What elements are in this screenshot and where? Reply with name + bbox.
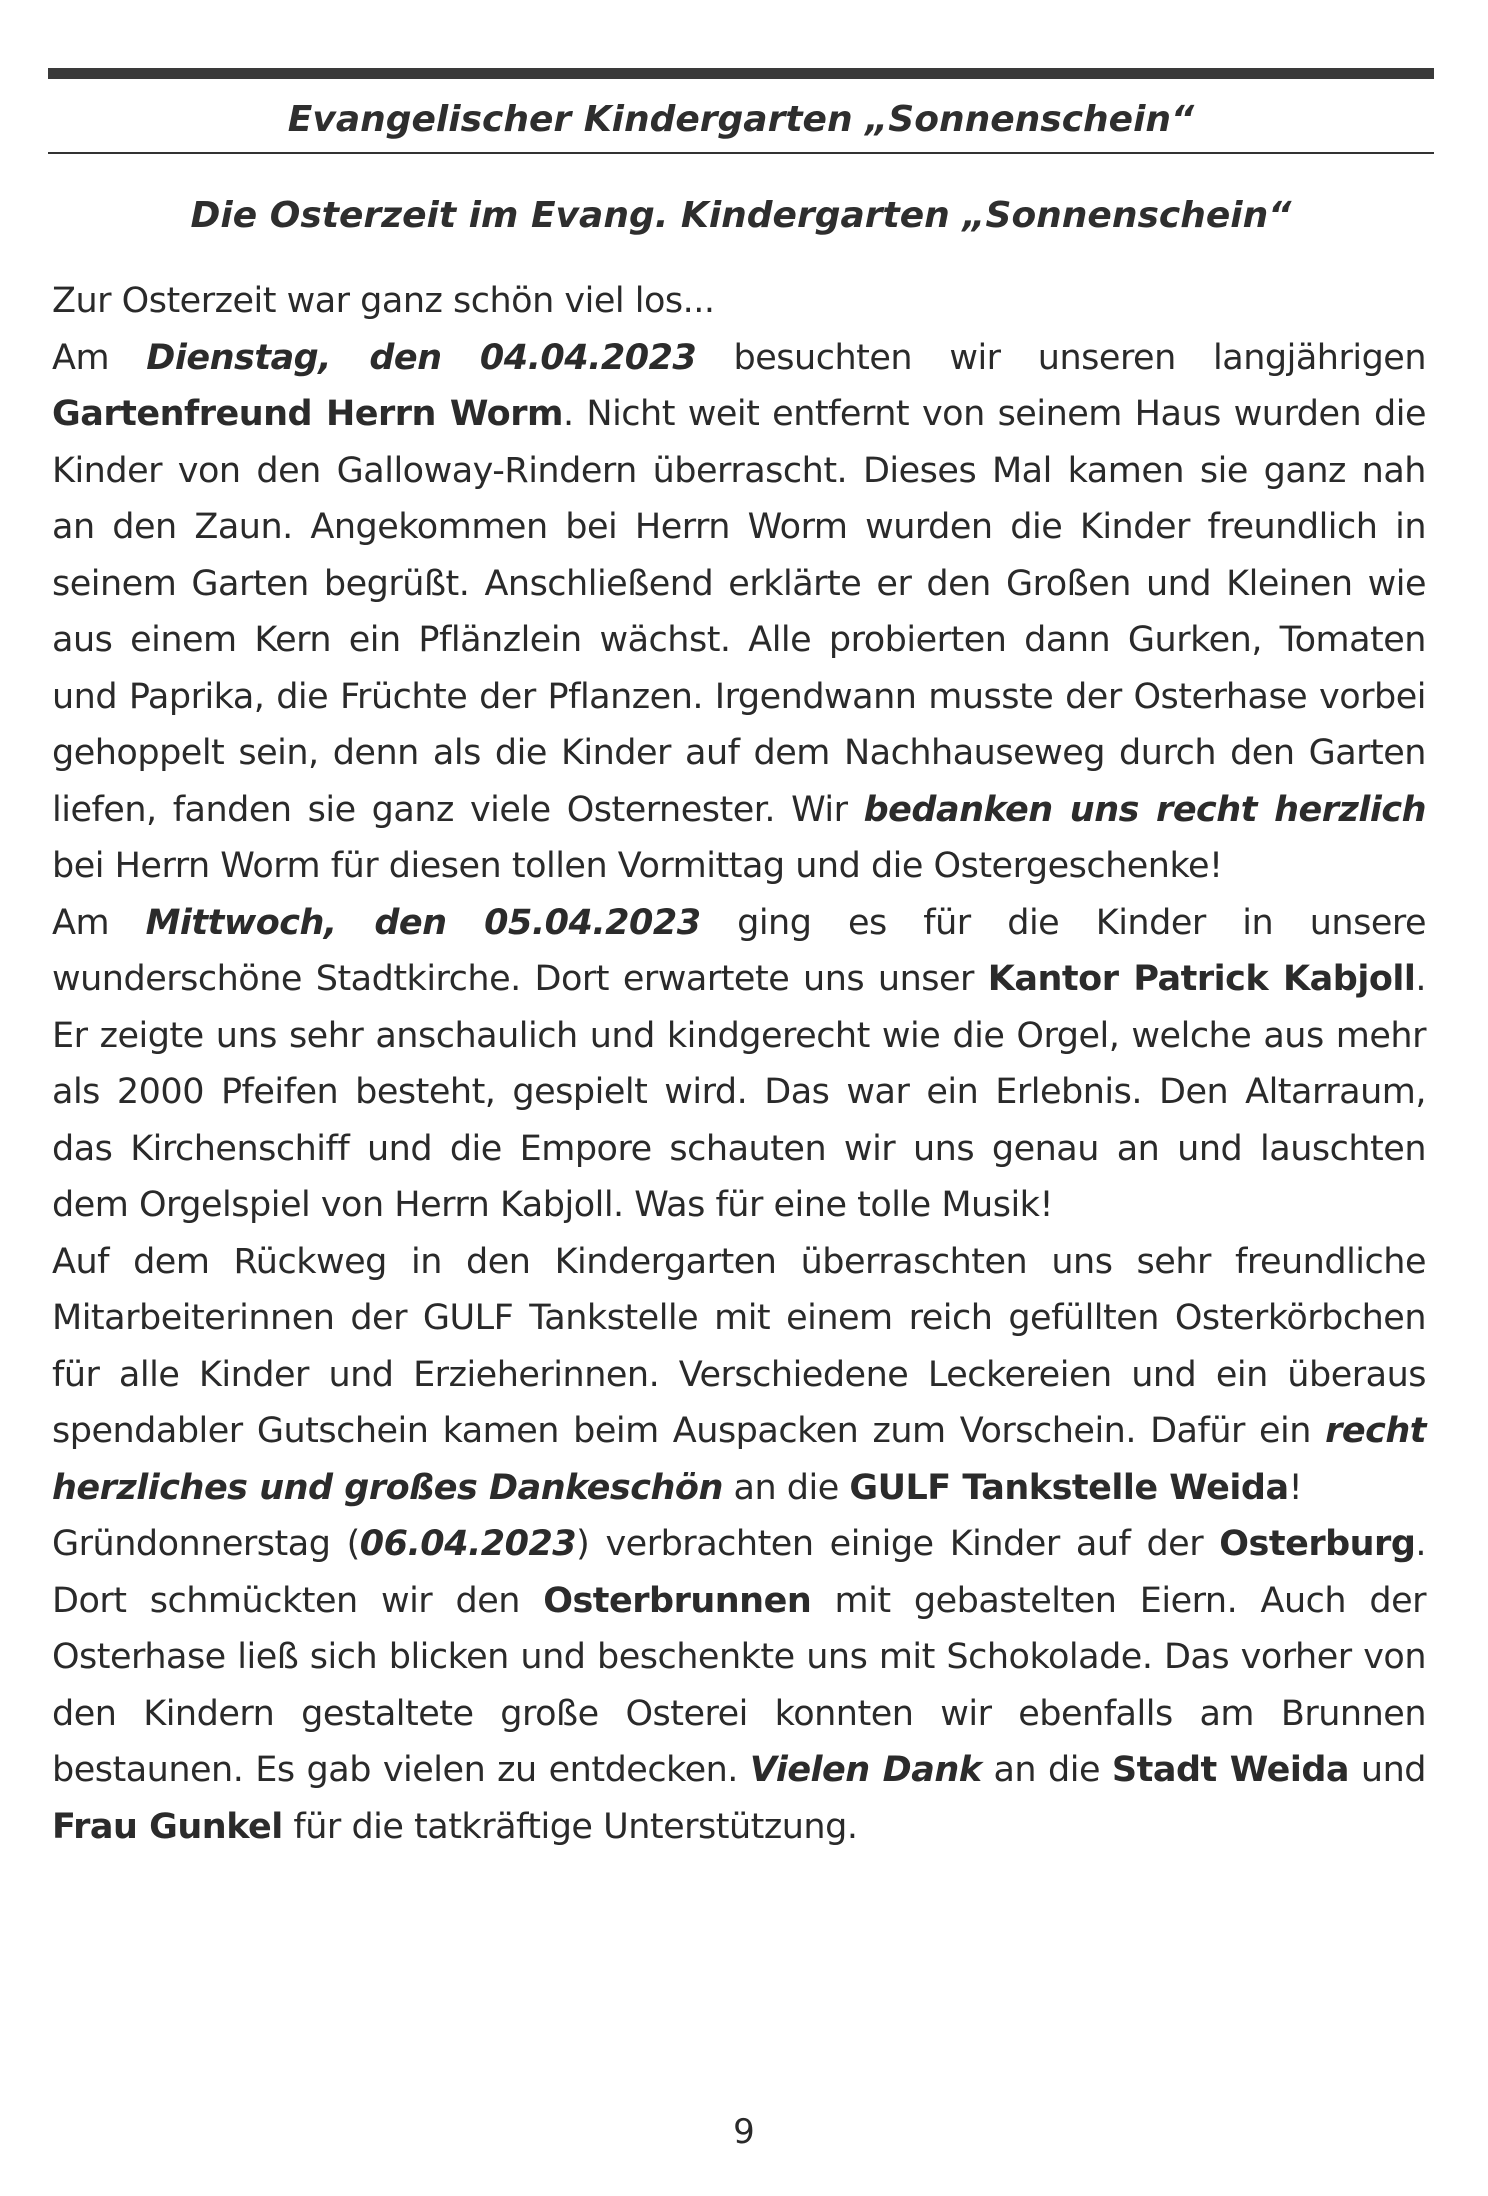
article-body [52,273,1426,1855]
city-name: Stadt Weida [1111,1750,1349,1790]
fountain-name: Osterbrunnen [543,1580,812,1621]
gas-station-name: GULF Tankstelle Weida [849,1467,1289,1508]
paragraph-church-visit: Am Mittwoch, den 05.04.2023 ging es für die Kinder in unsere wunderschöne Stadtkirche. Dort erwartete uns unser Kantor Patrick Kabjoll. Er zeigte uns sehr anschaulich und kindgerecht wie die Orgel, welche aus mehr als 2000 Pfeifen besteht, gespielt wird. Das war ein Erlebnis. Den Altarraum, das Kirchenschiff und die Empore schauten wir uns genau an und lauschten dem Orgelspiel von Herrn Kabjoll. Was für eine tolle Musik! [52,902,1427,1225]
page-number: 9 [733,2112,755,2152]
section-header: Evangelischer Kindergarten „Sonnenschein“ [287,99,1195,140]
date-thursday: 06.04.2023 [359,1524,577,1564]
thanks-emphasis: bedanken uns recht herzlich [863,789,1427,830]
thanks-emphasis: Vielen Dank [749,1750,982,1790]
place-name: Osterburg [1219,1524,1416,1564]
person-name: Frau Gunkel [52,1806,283,1847]
top-rule [48,68,1434,79]
intro-paragraph: Zur Osterzeit war ganz schön viel los... [52,281,715,321]
article-title: Die Osterzeit im Evang. Kindergarten „Sonnenschein“ [190,195,1292,236]
date-tuesday: Dienstag, den 04.04.2023 [146,337,697,378]
cantor-name: Kantor Patrick Kabjoll [987,959,1416,999]
date-wednesday: Mittwoch, den 05.04.2023 [145,902,701,943]
garden-friend-name: Gartenfreund Herrn Worm [52,394,563,434]
paragraph-garden-visit: Am Dienstag, den 04.04.2023 besuchten wir unseren langjährigen Gartenfreund Herrn Worm. Nicht weit entfernt von seinem Haus wurden die Kinder von den Galloway-Rindern überrascht. Dieses Mal kamen sie ganz nah an den Zaun. Angekommen bei Herrn Worm wurden die Kinder freundlich in seinem Garten begrüßt. Anschließend erklärte er den Großen und Kleinen wie aus einem Kern ein Pflänzlein wächst. Alle probierten dann Gurken, Tomaten und Paprika, die Früchte der Pflanzen. Irgendwann musste der Osterhase vorbei gehoppelt sein, denn als die Kinder auf dem Nachhauseweg durch den Garten liefen, fanden sie ganz viele Osternester. Wir bedanken uns recht herzlich bei Herrn Worm für diesen tollen Vormittag und die Ostergeschenke! [52,337,1427,886]
thanks-emphasis: recht herzliches und großes Dankeschön [52,1411,1426,1508]
paragraph-osterburg: Gründonnerstag (06.04.2023) verbrachten einige Kinder auf der Osterburg. Dort schmückten wir den Osterbrunnen mit gebastelten Eiern. Auch der Osterhase ließ sich blicken und beschenkte uns mit Schokolade. Das vorher von den Kindern gestaltete große Osterei konnten wir ebenfalls am Brunnen bestaunen. Es gab vielen zu entdecken. Vielen Dank an die Stadt Weida und Frau Gunkel für die tatkräftige Unterstützung. [52,1524,1427,1847]
header-divider [48,152,1434,154]
paragraph-gas-station: Auf dem Rückweg in den Kindergarten überraschten uns sehr freundliche Mitarbeiterinnen der GULF Tankstelle mit einem reich gefüllten Osterkörbchen für alle Kinder und Erzieherinnen. Verschiedene Leckereien und ein überaus spendabler Gutschein kamen beim Auspacken zum Vorschein. Dafür ein recht herzliches und großes Dankeschön an die GULF Tankstelle Weida! [52,1241,1426,1508]
